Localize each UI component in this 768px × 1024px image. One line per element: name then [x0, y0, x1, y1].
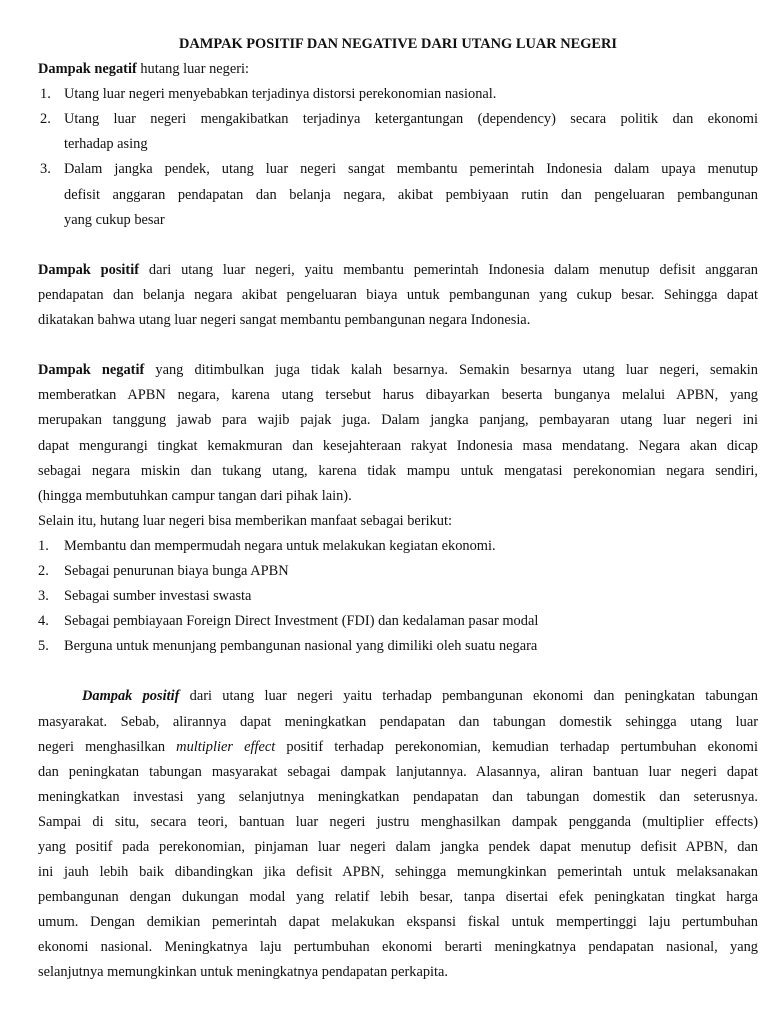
italic-term: multiplier effect	[176, 738, 276, 755]
paragraph-text: dari utang luar negeri yaitu terhadap pembangunan ekonomi dan peningkatan tabungan	[179, 688, 758, 705]
list-number: 3.	[40, 161, 51, 178]
list-item	[38, 634, 758, 659]
list-item	[38, 584, 758, 609]
list-item	[38, 157, 758, 182]
paragraph-line: sebagai negara miskin dan tukang utang, karena tidak mampu untuk mengatasi perekonomian negara sendiri,	[38, 462, 758, 479]
list-item	[38, 534, 758, 559]
list-item	[38, 107, 758, 132]
paragraph-text: dari utang luar negeri, yaitu membantu pemerintah Indonesia dalam menutup defisit anggaran	[139, 261, 758, 278]
bold-italic-lead: Dampak positif	[82, 688, 180, 705]
list-number: 1.	[40, 86, 51, 103]
list-text: Utang luar negeri menyebabkan terjadinya distorsi perekonomian nasional.	[64, 86, 497, 103]
benefit-list	[38, 534, 758, 659]
list-number: 1.	[38, 537, 49, 554]
paragraph-line: ini jauh lebih baik dibandingkan jika defisit APBN, sehingga memungkinkan pemerintah untuk melaksanakan	[38, 864, 758, 881]
list-text: defisit anggaran pendapatan dan belanja negara, akibat pembiyaan rutin dan pengeluaran pembangunan	[64, 186, 758, 203]
paragraph-line: pendapatan dan belanja negara akibat pengeluaran biaya untuk pembangunan yang cukup besar. Sehingga dapat	[38, 286, 758, 303]
positive-effect-paragraph	[38, 684, 758, 985]
paragraph-line: dapat mengurangi tingkat kemakmuran dan kesejahteraan rakyat Indonesia masa mendatang. Negara akan dicap	[38, 437, 758, 454]
list-text-cont	[38, 183, 758, 208]
list-text-cont	[38, 208, 758, 233]
negative-list	[38, 82, 758, 233]
paragraph-line	[38, 258, 758, 283]
document-page	[38, 32, 758, 986]
list-text: Utang luar negeri mengakibatkan terjadinya ketergantungan (dependency) secara politik dan ekonomi	[64, 111, 758, 128]
list-text: terhadap asing	[64, 136, 148, 153]
paragraph-line: memberatkan APBN negara, karena utang tersebut harus dibayarkan beserta bunganya melalui APBN, yang	[38, 387, 758, 404]
document-title: DAMPAK POSITIF DAN NEGATIVE DARI UTANG LUAR NEGERI	[178, 36, 617, 52]
list-text: Berguna untuk menunjang pembangunan nasional yang dimiliki oleh suatu negara	[64, 638, 538, 655]
paragraph-line	[38, 684, 758, 709]
paragraph-line: selanjutnya memungkinkan untuk meningkatnya pendapatan perkapita.	[38, 964, 449, 981]
paragraph-text: positif terhadap perekonomian, kemudian terhadap pertumbuhan ekonomi	[275, 738, 758, 755]
intro-line	[38, 57, 758, 82]
paragraph-line: (hingga membutuhkan campur tangan dari pihak lain).	[38, 487, 352, 504]
paragraph-line	[38, 735, 758, 760]
list-text: Sebagai pembiayaan Foreign Direct Investment (FDI) dan kedalaman pasar modal	[64, 613, 539, 630]
paragraph-line: merupakan tanggung jawab para wajib pajak juga. Dalam jangka panjang, pembayaran utang luar negeri ini	[38, 412, 758, 429]
list-text: yang cukup besar	[64, 211, 165, 228]
paragraph-text: negeri menghasilkan	[38, 738, 177, 755]
list-text: Dalam jangka pendek, utang luar negeri sangat membantu pemerintah Indonesia dalam upaya menutup	[64, 161, 758, 178]
bold-lead: Dampak negatif	[38, 362, 145, 379]
list-number: 3.	[38, 588, 49, 605]
paragraph-line: dan peningkatan tabungan masyarakat sebagai dampak lanjutannya. Alasannya, aliran bantuan luar negeri dapat	[38, 763, 758, 780]
list-text-cont	[38, 132, 758, 157]
positive-paragraph	[38, 258, 758, 333]
paragraph-line: umum. Dengan demikian pemerintah dapat melakukan ekspansi fiskal untuk mempertinggi laju pertumbuhan	[38, 914, 758, 931]
intro-text: hutang luar negeri:	[136, 61, 250, 78]
paragraph-line: yang positif pada perekonomian, pinjaman luar negeri dalam jangka pendek dapat menutup defisit APBN, dan	[38, 839, 758, 855]
paragraph-text: yang ditimbulkan juga tidak kalah besarnya. Semakin besarnya utang luar negeri, semakin	[144, 362, 758, 379]
list-text: Sebagai sumber investasi swasta	[64, 588, 252, 605]
paragraph-line: masyarakat. Sebab, alirannya dapat meningkatkan pendapatan dan tabungan domestik sehingga utang luar	[38, 713, 758, 730]
paragraph-line: Selain itu, hutang luar negeri bisa memberikan manfaat sebagai berikut:	[38, 512, 452, 529]
bold-lead: Dampak positif	[38, 261, 140, 278]
paragraph-line: pembangunan dengan dukungan modal yang relatif lebih besar, tanpa disertai efek peningkatan tingkat harga	[38, 889, 758, 906]
list-number: 2.	[38, 562, 49, 579]
list-number: 5.	[38, 638, 49, 655]
list-item	[38, 609, 758, 634]
negative-paragraph	[38, 358, 758, 534]
paragraph-line: meningkatkan investasi yang selanjutnya meningkatkan pendapatan dan tabungan domestik dan seterusnya.	[38, 788, 758, 805]
intro-bold: Dampak negatif	[38, 61, 137, 78]
list-text: Membantu dan mempermudah negara untuk melakukan kegiatan ekonomi.	[64, 537, 496, 554]
paragraph-line: dikatakan bahwa utang luar negeri sangat membantu pembangunan negara Indonesia.	[38, 312, 531, 329]
list-number: 2.	[40, 111, 51, 128]
list-text: Sebagai penurunan biaya bunga APBN	[64, 562, 289, 579]
paragraph-line: Sampai di situ, secara teori, bantuan luar negeri justru menghasilkan dampak pengganda (multiplier effects)	[38, 813, 758, 830]
list-item	[38, 559, 758, 584]
paragraph-line	[38, 358, 758, 383]
paragraph-line: ekonomi nasional. Meningkatnya laju pertumbuhan ekonomi berarti meningkatnya pendapatan nasional, yang	[38, 939, 758, 956]
list-number: 4.	[38, 613, 49, 630]
list-item	[38, 82, 758, 107]
